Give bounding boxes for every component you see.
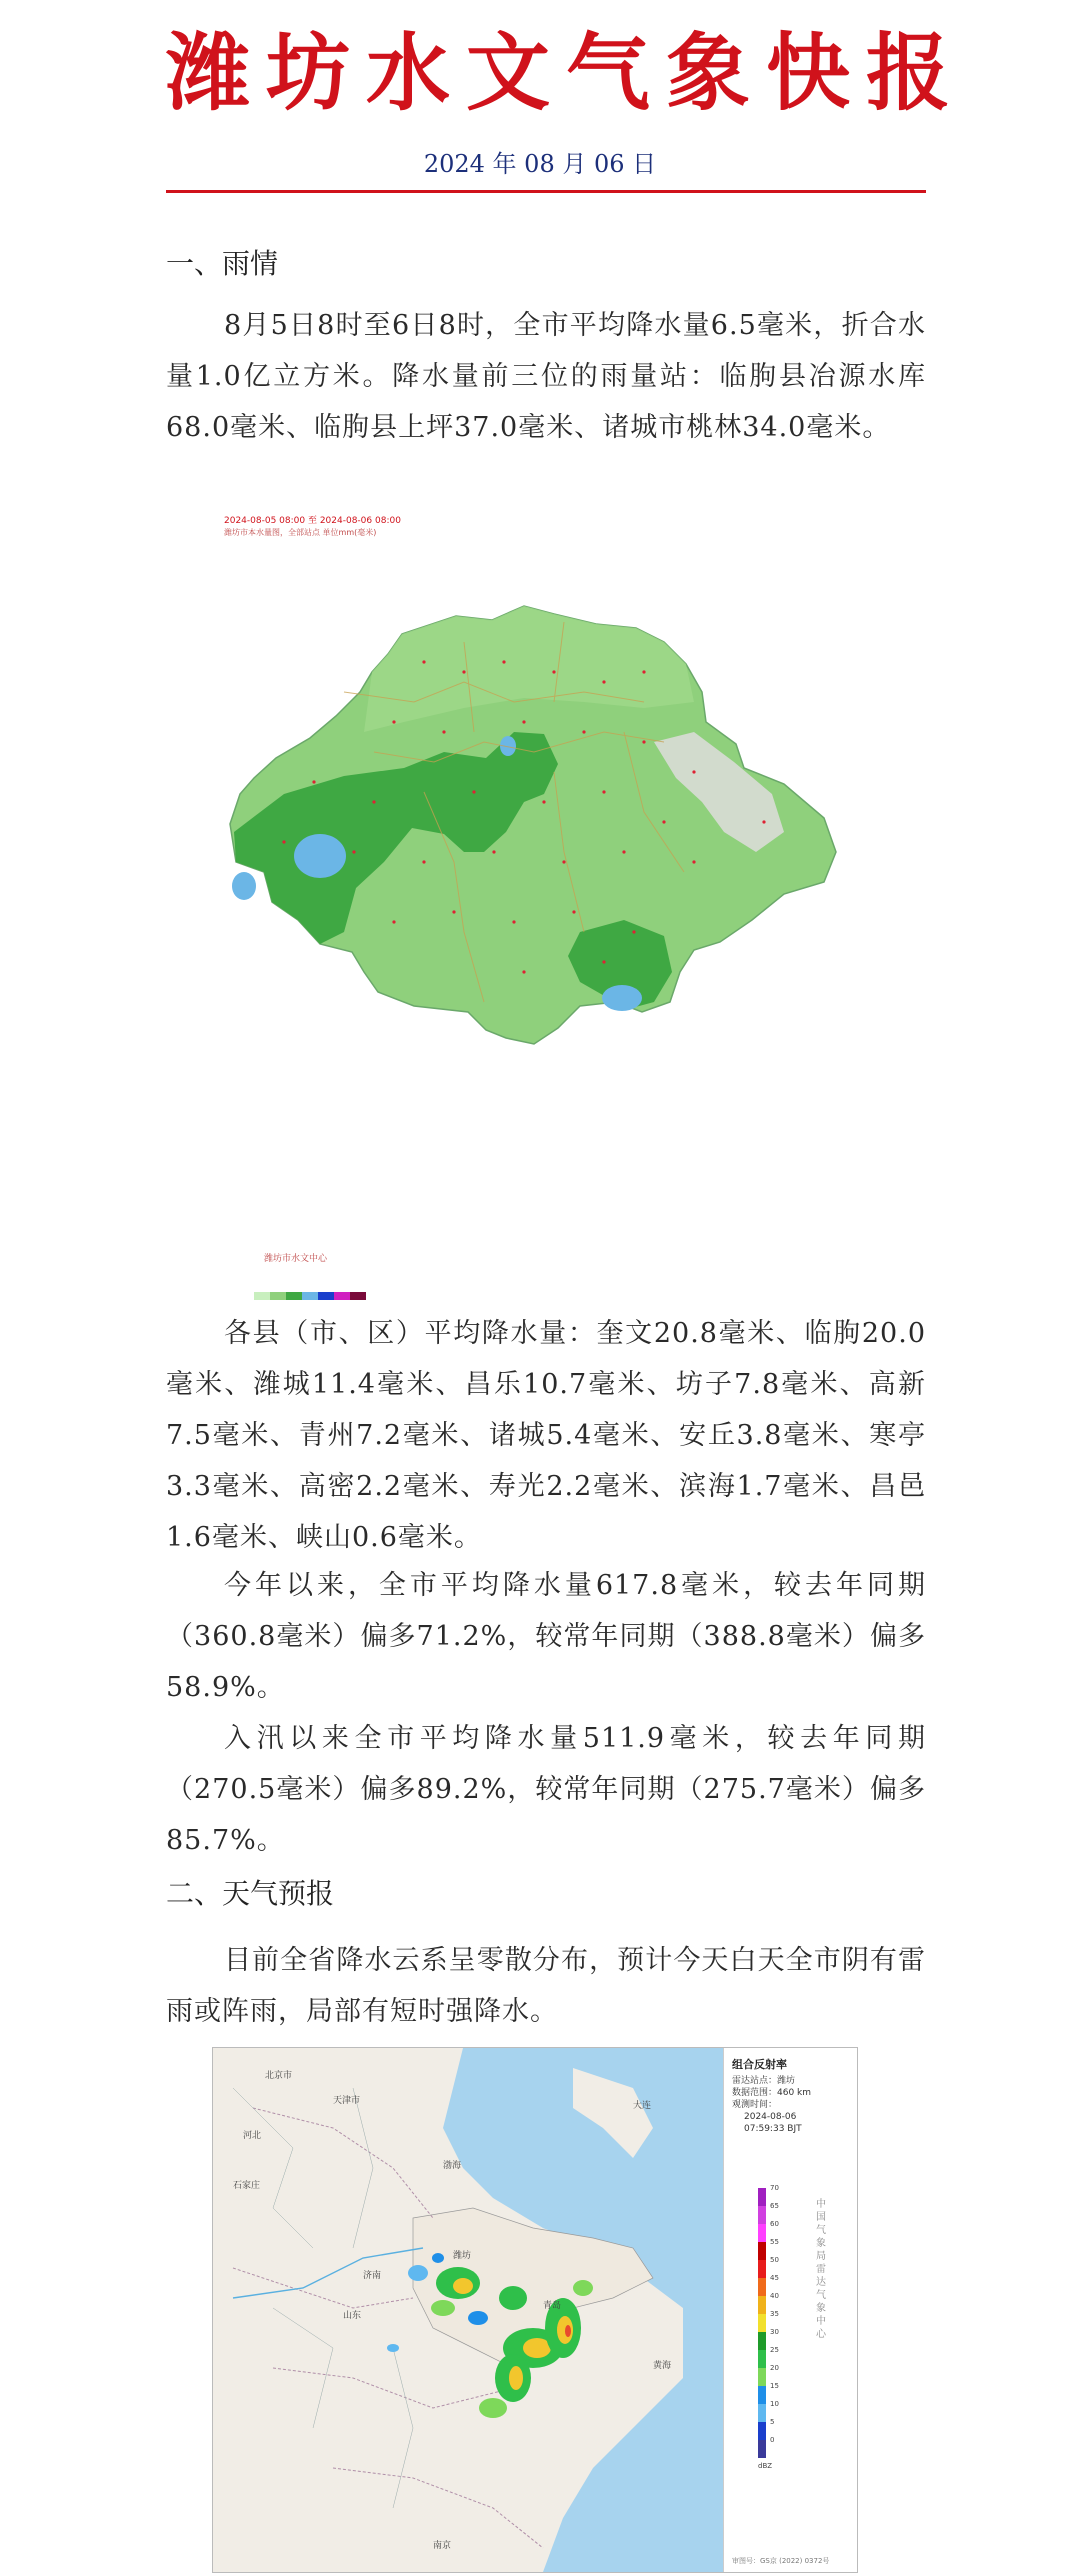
dbz-label: 40 (770, 2292, 779, 2300)
county-rainfall-paragraph: 各县（市、区）平均降水量：奎文20.8毫米、临朐20.0毫米、潍城11.4毫米、昌乐10.7毫米、坊子7.8毫米、高新7.5毫米、青州7.2毫米、诸城5.4毫米、安丘3.8毫米、寒亭3.3毫米、高密2.2毫米、寿光2.2毫米、滨海1.7毫米、昌邑1.6毫米、峡山0.6毫米。 (166, 1318, 926, 1553)
dbz-label: 70 (770, 2184, 779, 2192)
ytd-rainfall-paragraph: 今年以来，全市平均降水量617.8毫米，较去年同期（360.8毫米）偏多71.2%，较常年同期（388.8毫米）偏多58.9%。 (166, 1570, 926, 1703)
dbz-swatch-60 (758, 2224, 766, 2242)
legend-swatch (254, 1292, 270, 1300)
legend-swatch (302, 1292, 318, 1300)
dbz-swatch-40 (758, 2296, 766, 2314)
dbz-label: 65 (770, 2202, 779, 2210)
dbz-swatch-25 (758, 2350, 766, 2368)
map-credit: 潍坊市水文中心 (264, 1254, 328, 1264)
map-approval-number: 审图号：GS京 (2022) 0372号 (732, 2557, 830, 2565)
dbz-swatch-55 (758, 2242, 766, 2260)
dbz-label: 35 (770, 2310, 779, 2318)
label-hebei: 河北 (243, 2131, 262, 2141)
bulletin-title: 潍坊水文气象快报 (166, 23, 967, 122)
legend-swatch (270, 1292, 286, 1300)
label-huanghai: 黄海 (653, 2361, 672, 2371)
dbz-swatch-0 (758, 2440, 766, 2458)
label-weifang: 潍坊 (453, 2251, 472, 2261)
dbz-swatch-45 (758, 2278, 766, 2296)
radar-info-panel (723, 2048, 858, 2572)
label-jinan: 济南 (363, 2271, 382, 2281)
flood-season-rainfall-paragraph: 入汛以来全市平均降水量511.9毫米，较去年同期（270.5毫米）偏多89.2%，较常年同期（275.7毫米）偏多85.7%。 (166, 1723, 926, 1856)
radar-range: 数据范围：460 km (732, 2088, 812, 2098)
forecast-paragraph: 目前全省降水云系呈零散分布，预计今天白天全市阴有雷雨或阵雨，局部有短时强降水。 (166, 1945, 926, 2027)
label-tianjin: 天津市 (333, 2096, 361, 2106)
dbz-label: 55 (770, 2238, 779, 2246)
dbz-label: 0 (770, 2436, 775, 2444)
legend-swatch (318, 1292, 334, 1300)
title-divider (166, 190, 926, 193)
label-bohai: 渤海 (443, 2161, 462, 2171)
dbz-swatch-20 (758, 2368, 766, 2386)
label-shijiazhuang: 石家庄 (233, 2181, 261, 2191)
dbz-swatch-10 (758, 2404, 766, 2422)
rainfall-summary-paragraph: 8月5日8时至6日8时，全市平均降水量6.5毫米，折合水量1.0亿立方米。降水量前三位的雨量站：临朐县冶源水库68.0毫米、临朐县上坪37.0毫米、诸城市桃林34.0毫米。 (166, 310, 926, 443)
dbz-swatch-15 (758, 2386, 766, 2404)
radar-product-title: 组合反射率 (732, 2058, 787, 2071)
legend-swatch (350, 1292, 366, 1300)
label-dalian: 大连 (633, 2101, 652, 2111)
dbz-label: 60 (770, 2220, 779, 2228)
dbz-label: 20 (770, 2364, 779, 2372)
label-qingdao: 青岛 (543, 2301, 562, 2311)
radar-map (213, 2048, 723, 2572)
radar-time-clock: 07:59:33 BJT (744, 2124, 802, 2134)
dbz-label: 15 (770, 2382, 779, 2390)
dbz-label: 5 (770, 2418, 775, 2426)
dbz-swatch-5 (758, 2422, 766, 2440)
dbz-label: 30 (770, 2328, 779, 2336)
radar-time-label: 观测时间： (732, 2100, 778, 2110)
legend-swatch (286, 1292, 302, 1300)
dbz-label: 10 (770, 2400, 779, 2408)
dbz-label: 50 (770, 2256, 779, 2264)
west-heavy-rain (232, 872, 256, 900)
section-heading-rainfall: 一、雨情 (166, 247, 279, 280)
south-heavy-rain (602, 985, 642, 1011)
legend-swatch (334, 1292, 350, 1300)
rainfall-map (224, 532, 844, 1292)
section-heading-forecast: 二、天气预报 (166, 1877, 335, 1910)
dbz-swatch-35 (758, 2314, 766, 2332)
rainfall-map-figure (224, 512, 844, 1302)
dbz-label: 45 (770, 2274, 779, 2282)
label-shandong: 山东 (343, 2311, 362, 2321)
bulletin-date: 2024 年 08 月 06 日 (423, 150, 657, 178)
label-nanjing: 南京 (433, 2541, 452, 2551)
label-beijing: 北京市 (265, 2071, 293, 2081)
radar-reflectivity-figure (212, 2047, 858, 2573)
dbz-unit: dBZ (758, 2462, 773, 2470)
map-caption-period: 2024-08-05 08:00 至 2024-08-06 08:00 (224, 516, 401, 526)
dbz-swatch-65 (758, 2206, 766, 2224)
radar-organization: 中国气象局雷达气象中心 (816, 2199, 826, 2340)
dbz-swatch-70 (758, 2188, 766, 2206)
dbz-swatch-50 (758, 2260, 766, 2278)
reservoir-heavy-rain (294, 834, 346, 878)
dbz-swatch-30 (758, 2332, 766, 2350)
radar-time-date: 2024-08-06 (744, 2112, 797, 2122)
radar-station: 雷达站点：潍坊 (732, 2076, 796, 2086)
map-caption-note: 潍坊市本水量图，全部站点 单位mm(毫米) (224, 528, 377, 537)
dbz-label: 25 (770, 2346, 779, 2354)
